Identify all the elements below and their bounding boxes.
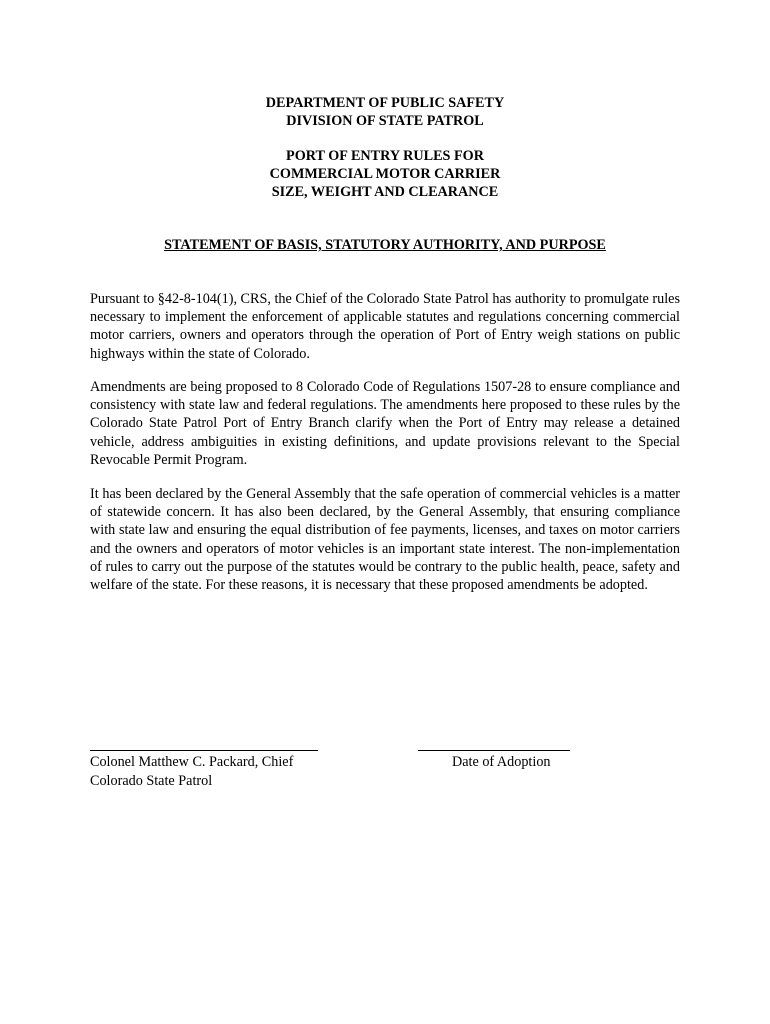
signer-name-title: Colonel Matthew C. Packard, Chief xyxy=(90,754,294,770)
title-line-1: PORT OF ENTRY RULES FOR xyxy=(286,148,484,164)
title-line-3: SIZE, WEIGHT AND CLEARANCE xyxy=(271,184,499,200)
title-line-2: COMMERCIAL MOTOR CARRIER xyxy=(269,166,501,182)
date-of-adoption-label: Date of Adoption xyxy=(452,754,551,770)
paragraph-purpose: It has been declared by the General Assembly that the safe operation of commercial vehicles is a matter of statewide concern. It has also been declared, by the General Assembly, that ensuring compliance with state law and ensuring the equal distribution of fee payments, licenses, and taxes on motor carriers and the owners and operators of motor vehicles is an important state interest. The non-implementation of rules to carry out the purpose of the statutes would be contrary to the public health, peace, safety and welfare of the state. For these reasons, it is necessary that these proposed amendments be adopted. xyxy=(90,486,680,594)
date-signature-line xyxy=(418,750,570,751)
division-heading: DIVISION OF STATE PATROL xyxy=(286,113,484,129)
paragraph-authority: Pursuant to §42-8-104(1), CRS, the Chief of the Colorado State Patrol has authority to promulgate rules necessary to implement the enforcement of applicable statutes and regulations concerning commercial motor carriers, owners and operators through the operation of Port of Entry weigh stations on public highways within the state of Colorado. xyxy=(90,291,680,362)
signer-organization: Colorado State Patrol xyxy=(90,773,213,789)
chief-signature-line xyxy=(90,750,318,751)
paragraph-amendments: Amendments are being proposed to 8 Colorado Code of Regulations 1507-28 to ensure compliance and consistency with state law and federal regulations. The amendments here proposed to these rules by the Colorado State Patrol Port of Entry Branch clarify when the Port of Entry may release a detained vehicle, address ambiguities in existing definitions, and update provisions relevant to the Special Revocable Permit Program. xyxy=(90,379,680,468)
department-heading: DEPARTMENT OF PUBLIC SAFETY xyxy=(265,95,505,111)
statement-heading: STATEMENT OF BASIS, STATUTORY AUTHORITY, AND PURPOSE xyxy=(164,237,606,253)
